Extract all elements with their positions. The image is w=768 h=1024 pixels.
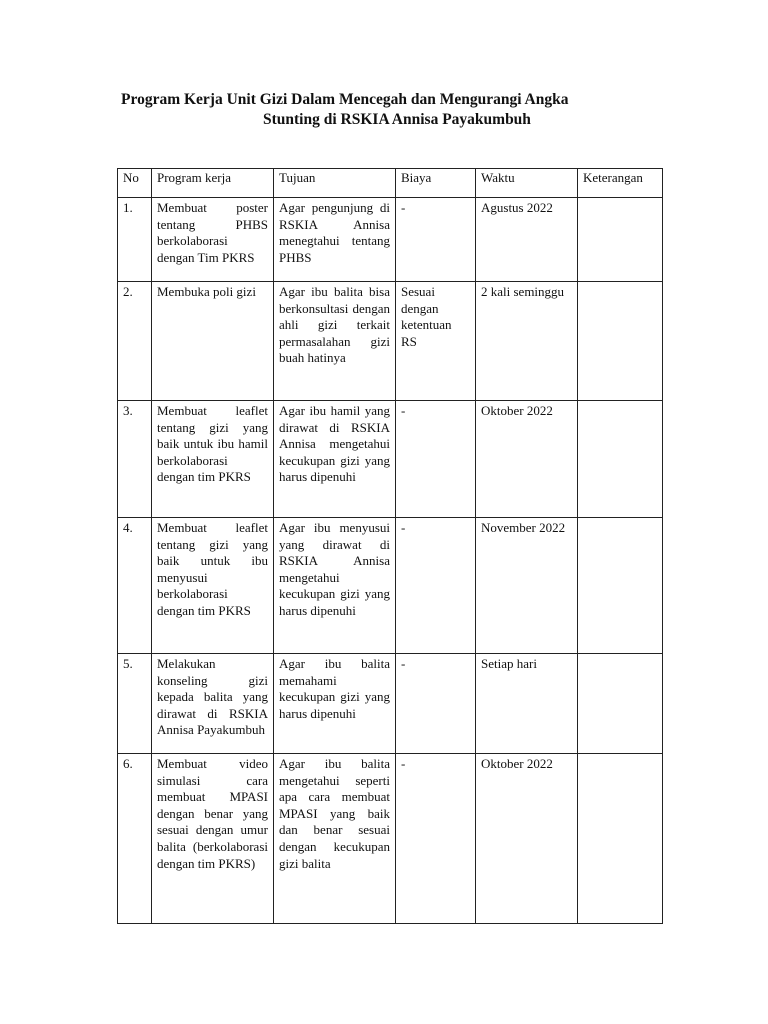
table-header-row — [118, 169, 663, 198]
header-biaya: Biaya — [396, 169, 476, 198]
cell-tujuan: Agar ibu balita bisa berkonsultasi dengan ahli gizi terkait permasalahan gizi buah hatinya — [274, 282, 396, 401]
cell-waktu: November 2022 — [476, 518, 578, 654]
cell-tujuan: Agar ibu balita mengetahui seperti apa cara membuat MPASI yang baik dan benar sesuai dengan kecukupan gizi balita — [274, 754, 396, 924]
cell-waktu: Agustus 2022 — [476, 198, 578, 282]
table-row — [118, 282, 663, 401]
cell-waktu: Oktober 2022 — [476, 401, 578, 518]
cell-tujuan: Agar pengunjung di RSKIA Annisa menegtahui tentang PHBS — [274, 198, 396, 282]
cell-keterangan — [578, 654, 663, 754]
cell-tujuan: Agar ibu hamil yang dirawat di RSKIA Annisa mengetahui kecukupan gizi yang harus dipenuhi — [274, 401, 396, 518]
cell-no: 6. — [118, 754, 152, 924]
cell-no: 4. — [118, 518, 152, 654]
cell-program: Melakukan konseling gizi kepada balita yang dirawat di RSKIA Annisa Payakumbuh — [152, 654, 274, 754]
cell-program: Membuat video simulasi cara membuat MPASI dengan benar yang sesuai dengan umur balita (berkolaborasi dengan tim PKRS) — [152, 754, 274, 924]
cell-program: Membuka poli gizi — [152, 282, 274, 401]
cell-biaya: - — [396, 518, 476, 654]
cell-program: Membuat leaflet tentang gizi yang baik untuk ibu menyusui berkolaborasi dengan tim PKRS — [152, 518, 274, 654]
cell-biaya: - — [396, 654, 476, 754]
header-no: No — [118, 169, 152, 198]
cell-tujuan: Agar ibu balita memahami kecukupan gizi yang harus dipenuhi — [274, 654, 396, 754]
title-line-2: Stunting di RSKIA Annisa Payakumbuh — [263, 111, 531, 128]
header-keterangan: Keterangan — [578, 169, 663, 198]
cell-keterangan — [578, 282, 663, 401]
header-tujuan: Tujuan — [274, 169, 396, 198]
cell-keterangan — [578, 401, 663, 518]
cell-keterangan — [578, 754, 663, 924]
cell-program: Membuat leaflet tentang gizi yang baik untuk ibu hamil berkolaborasi dengan tim PKRS — [152, 401, 274, 518]
table-row — [118, 518, 663, 654]
header-program: Program kerja — [152, 169, 274, 198]
cell-biaya: - — [396, 754, 476, 924]
document-title — [100, 90, 668, 130]
cell-keterangan — [578, 198, 663, 282]
cell-waktu: 2 kali seminggu — [476, 282, 578, 401]
cell-program: Membuat poster tentang PHBS berkolaborasi dengan Tim PKRS — [152, 198, 274, 282]
header-waktu: Waktu — [476, 169, 578, 198]
cell-biaya: - — [396, 198, 476, 282]
cell-keterangan — [578, 518, 663, 654]
table-row — [118, 754, 663, 924]
cell-waktu: Setiap hari — [476, 654, 578, 754]
cell-no: 5. — [118, 654, 152, 754]
table-row — [118, 401, 663, 518]
cell-tujuan: Agar ibu menyusui yang dirawat di RSKIA Annisa mengetahui kecukupan gizi yang harus dipenuhi — [274, 518, 396, 654]
cell-no: 2. — [118, 282, 152, 401]
cell-biaya: - — [396, 401, 476, 518]
cell-no: 3. — [118, 401, 152, 518]
program-table — [117, 168, 663, 924]
table-row — [118, 654, 663, 754]
title-line-1: Program Kerja Unit Gizi Dalam Mencegah dan Mengurangi Angka — [121, 91, 569, 108]
cell-waktu: Oktober 2022 — [476, 754, 578, 924]
cell-biaya: Sesuai dengan ketentuan RS — [396, 282, 476, 401]
table-row — [118, 198, 663, 282]
cell-no: 1. — [118, 198, 152, 282]
